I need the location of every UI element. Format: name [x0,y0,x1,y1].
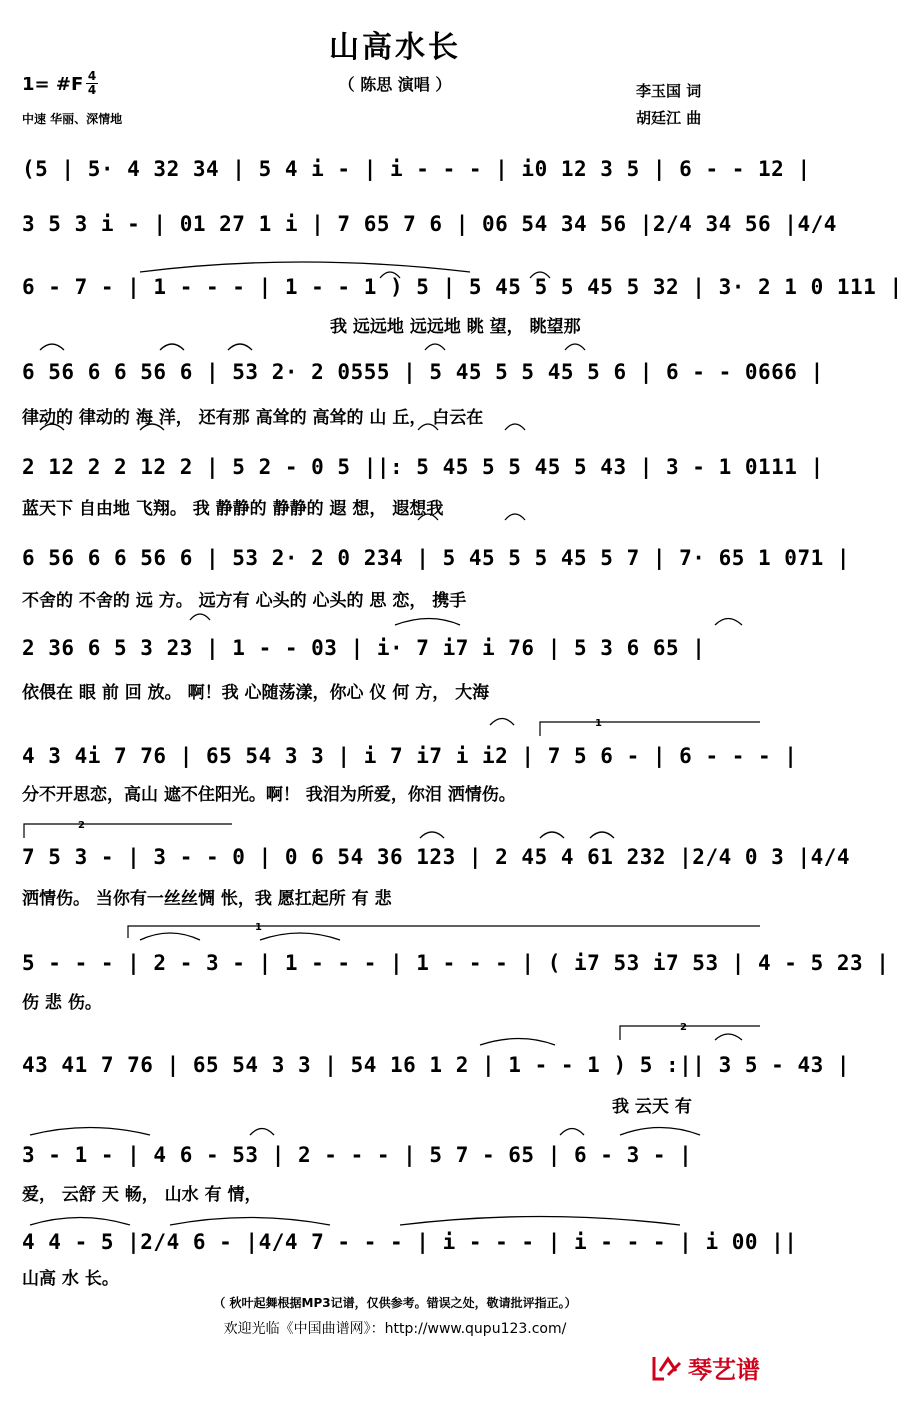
notation-line: 3 - 1 - | 4 6 - 53 | 2 - - - | 5 7 - 65 | 6 - 3 - | [22,1143,693,1167]
volta-label: 2 [680,1022,687,1033]
performer: （ 陈思 演唱 ） [338,75,452,94]
time-signature-top: 4 [87,69,97,83]
notation-line: 4 3 4i 7 76 | 65 54 3 3 | i 7 i7 i i2 | 7 5 6 - | 6 - - - | [22,744,798,768]
volta-brackets [24,722,760,1040]
lyrics-line: 分不开思恋，高山 遮不住阳光。啊！ 我泪为所爱，你泪 洒情伤。 [22,785,516,805]
lyrics-line: 不舍的 不舍的 远 方。 远方有 心头的 心头的 思 恋， 携手 [22,591,467,611]
lyrics-line: 我 云天 有 [612,1097,692,1117]
logo-text: 琴艺谱 [688,1355,760,1384]
page-title: 山高水长 [329,30,461,65]
website-credit: 欢迎光临《中国曲谱网》：http://www.qupu123.com/ [223,1321,567,1337]
tempo-marking: 中速 华丽、深情地 [22,112,123,126]
lyrics-line: 伤 悲 伤。 [22,993,102,1013]
notation-line: 2 12 2 2 12 2 | 5 2 - 0 5 ||: 5 45 5 5 45 5 43 | 3 - 1 0111 | [22,455,824,479]
notation-line: 7 5 3 - | 3 - - 0 | 0 6 54 36 123 | 2 45 4 61 232 |2/4 0 3 |4/4 [22,845,851,869]
site-logo [650,1350,760,1385]
transcription-note: （ 秋叶起舞根据MP3记谱，仅供参考。错误之处，敬请批评指正。） [213,1296,577,1310]
key-signature: 1= #F [22,74,84,95]
lyrics-line: 山高 水 长。 [22,1269,119,1289]
lyrics-line: 蓝天下 自由地 飞翔。 我 静静的 静静的 遐 想， 遐想我 [22,499,444,519]
volta-label: 1 [595,718,602,729]
logo-icon [650,1353,684,1383]
lyrics-line: 依偎在 眼 前 回 放。 啊！我 心随荡漾，你心 仪 何 方， 大海 [22,683,490,703]
notation-line: 6 56 6 6 56 6 | 53 2· 2 0 234 | 5 45 5 5 45 5 7 | 7· 65 1 071 | [22,546,851,570]
lyrics-line: 我 远远地 远远地 眺 望， 眺望那 [330,317,581,337]
notation-line: 43 41 7 76 | 65 54 3 3 | 54 16 1 2 | 1 - - 1 ) 5 :|| 3 5 - 43 | [22,1053,851,1077]
notation-line: 2 36 6 5 3 23 | 1 - - 03 | i· 7 i7 i 76 | 5 3 6 65 | [22,636,706,660]
notation-line: 3 5 3 i - | 01 27 1 i | 7 65 7 6 | 06 54 34 56 |2/4 34 56 |4/4 [22,212,837,236]
notation-line: 6 - 7 - | 1 - - - | 1 - - 1 ) 5 | 5 45 5 5 45 5 32 | 3· 2 1 0 111 | [22,275,903,299]
lyrics-line: 律动的 律动的 海 洋， 还有那 高耸的 高耸的 山 丘， 白云在 [22,408,484,428]
lyrics-line: 爱， 云舒 天 畅， 山水 有 情， [22,1185,262,1205]
volta-label: 1 [255,922,262,933]
notation-line: 5 - - - | 2 - 3 - | 1 - - - | 1 - - - | ( i7 53 i7 53 | 4 - 5 23 | [22,951,890,975]
composer: 胡廷江 曲 [636,109,702,127]
notation-line: 6 56 6 6 56 6 | 53 2· 2 0555 | 5 45 5 5 45 5 6 | 6 - - 0666 | [22,360,824,384]
lyrics-line: 洒情伤。 当你有一丝丝惆 怅，我 愿扛起所 有 悲 [22,889,392,909]
time-signature-bottom: 4 [87,83,97,97]
notation-line: 4 4 - 5 |2/4 6 - |4/4 7 - - - | i - - - | i - - - | i 00 || [22,1230,798,1254]
volta-label: 2 [78,820,85,831]
lyricist: 李玉国 词 [636,82,702,100]
notation-line: (5 | 5· 4 32 34 | 5 4 i - | i - - - | i0 12 3 5 | 6 - - 12 | [22,157,811,181]
